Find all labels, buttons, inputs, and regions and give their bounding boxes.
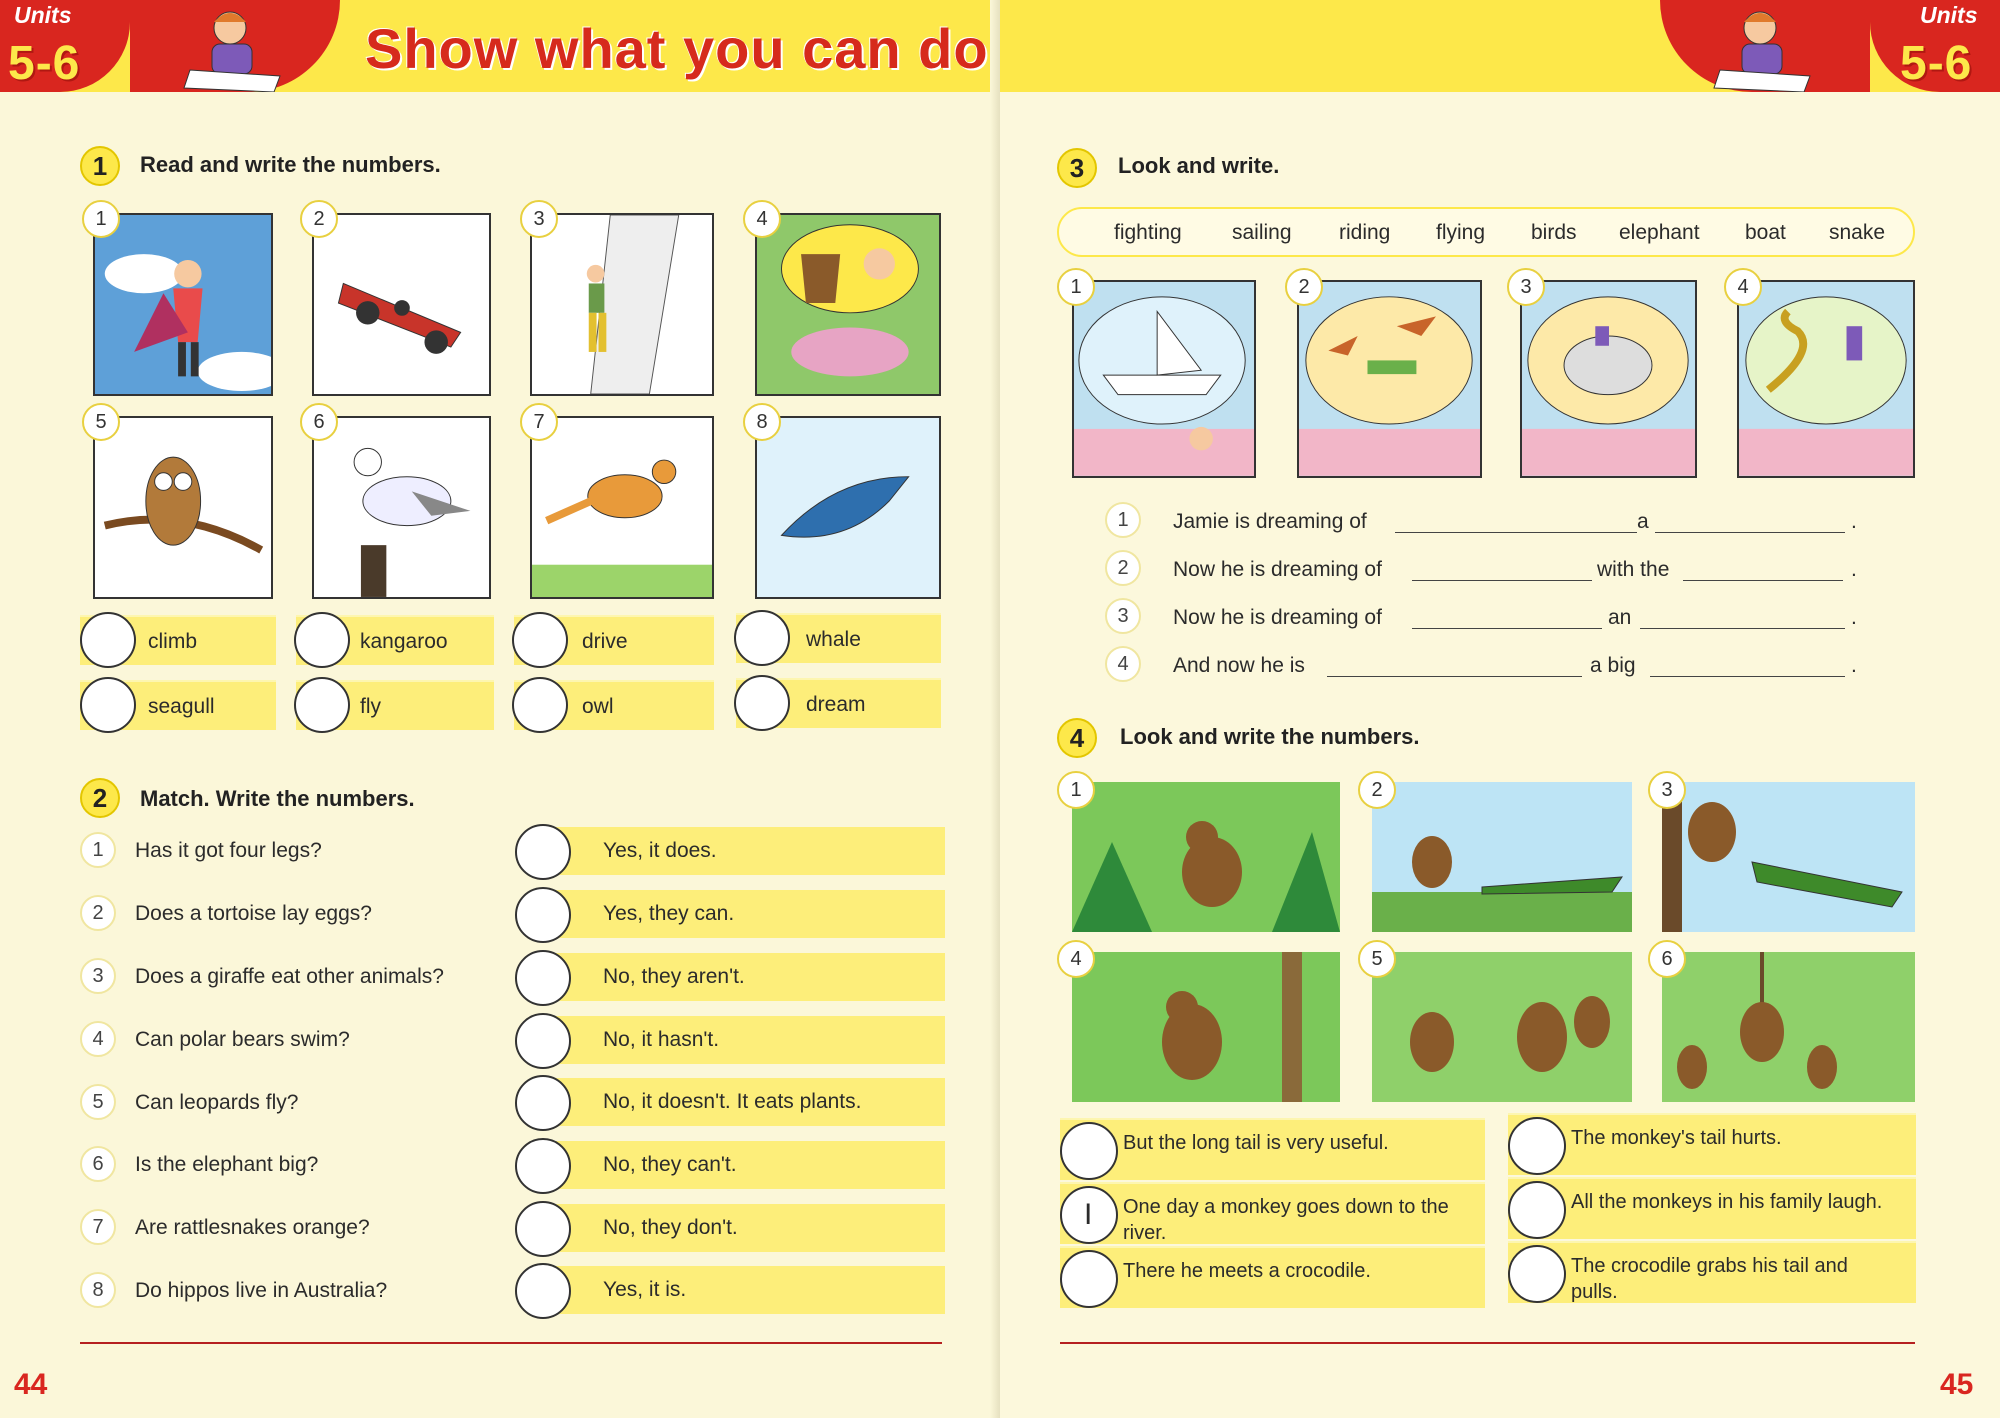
girl-writing-icon <box>1700 0 1830 92</box>
blank-line[interactable] <box>1650 676 1845 677</box>
ex2-answer-circle[interactable] <box>515 950 571 1006</box>
ex2-answer-row: No, they don't. <box>515 1204 945 1254</box>
ex4-picture-1 <box>1072 782 1340 932</box>
ex2-answer-circle[interactable] <box>515 887 571 943</box>
ex1-answer-drive: drive <box>514 615 714 665</box>
ex2-answer-circle[interactable] <box>515 1138 571 1194</box>
blank-line[interactable] <box>1412 580 1592 581</box>
ex2-answer-circle[interactable] <box>515 824 571 880</box>
ex1-picture-4-dreaming <box>755 213 941 396</box>
ex2-answer-row: Yes, they can. <box>515 890 945 940</box>
ex1-answer-circle[interactable] <box>294 612 350 668</box>
units-label: Units <box>14 2 72 28</box>
girl-writing-icon <box>170 0 300 92</box>
ex1-pic-number: 2 <box>300 200 338 238</box>
ex4-answer-circle[interactable] <box>1508 1181 1566 1239</box>
blank-line[interactable] <box>1412 628 1602 629</box>
handwritten-answer: I <box>1084 1198 1093 1231</box>
ex4-story-item: But the long tail is very useful. <box>1060 1118 1485 1180</box>
ex1-answer-circle[interactable] <box>80 677 136 733</box>
ex1-answer-circle[interactable] <box>512 612 568 668</box>
blank-line[interactable] <box>1640 628 1845 629</box>
ex4-story-item: The crocodile grabs his tail and pulls. <box>1508 1241 1916 1303</box>
blank-line[interactable] <box>1655 532 1845 533</box>
ex4-picture-5 <box>1372 952 1632 1102</box>
ex1-pic-number: 7 <box>520 403 558 441</box>
left-page: Units 5-6 Show what you can do 1 Read and write the numbers. 1 2 3 4 5 6 7 8 climb kangaroo drive whale seagull fly owl dream 2 Match. Write the numbers. 1 Has it got four legs? 2 Does a tortoise lay eggs? 3 Does a giraffe eat other animals? 4 Can polar bears swim? 5 Can leopards fly? 6 Is the elephant big? 7 Are rattlesnakes orange? 8 Do hippos live in Australia? Yes, it does. Yes, they can. No, they aren't. No, it hasn't. No, it doesn't. It eats plants. No, they can't. No, they don't. Yes, it is. 44 <box>0 0 1000 1418</box>
ex4-answer-circle[interactable] <box>1060 1186 1118 1244</box>
units-number: 5-6 <box>8 37 81 90</box>
ex2-answer-circle[interactable] <box>515 1201 571 1257</box>
ex1-answer-owl: owl <box>514 680 714 730</box>
ex1-pic-number: 3 <box>520 200 558 238</box>
ex1-answer-fly: fly <box>296 680 494 730</box>
ex1-answer-whale: whale <box>736 613 941 663</box>
ex1-answer-climb: climb <box>80 615 276 665</box>
exercise-1-badge: 1 <box>80 146 120 186</box>
page-number-right: 45 <box>1940 1368 1974 1401</box>
units-number: 5-6 <box>1900 37 1973 90</box>
blank-line[interactable] <box>1395 532 1637 533</box>
ex1-pic-number: 1 <box>82 200 120 238</box>
right-page: Units 5-6 3 Look and write. fighting sailing riding flying birds elephant boat snake 1 2 3 4 1 Jamie is dreaming of a . 2 Now he is dreaming of with the . 3 Now he is dreaming of an . 4 And now he is a big . 4 Look and write the numbers. 1 2 3 4 5 6 But the long tail is very useful. The monkey's tail hurts. I One day a monkey goes down to the river. All the monkeys in his family laugh. There he meets a crocodile. The crocodile grabs his tail and pulls. 45 <box>1000 0 2000 1418</box>
ex1-picture-5-owl <box>93 416 273 599</box>
ex4-story-item: All the monkeys in his family laugh. <box>1508 1177 1916 1239</box>
ex2-answer-row: No, it hasn't. <box>515 1016 945 1066</box>
ex3-pic-number: 2 <box>1285 268 1323 306</box>
ex1-picture-2-racecar <box>312 213 491 396</box>
exercise-4-heading: Look and write the numbers. <box>1120 724 1420 749</box>
exercise-2-heading: Match. Write the numbers. <box>140 786 415 811</box>
ex1-answer-circle[interactable] <box>512 677 568 733</box>
word-bank-item: fighting <box>1114 221 1182 244</box>
ex3-picture-4-snake <box>1737 280 1915 478</box>
ex1-pic-number: 4 <box>743 200 781 238</box>
exercise-3-badge: 3 <box>1057 148 1097 188</box>
ex2-answer-row: No, it doesn't. It eats plants. <box>515 1078 945 1128</box>
ex1-answer-dream: dream <box>736 678 941 728</box>
ex2-answer-row: Yes, it does. <box>515 827 945 877</box>
ex1-picture-7-kangaroo <box>530 416 714 599</box>
ex3-picture-3-elephant <box>1520 280 1697 478</box>
ex3-pic-number: 1 <box>1057 268 1095 306</box>
ex4-picture-6 <box>1662 952 1915 1102</box>
ex1-answer-circle[interactable] <box>80 612 136 668</box>
ex1-answer-circle[interactable] <box>734 610 790 666</box>
ex1-answer-kangaroo: kangaroo <box>296 615 494 665</box>
ex1-answer-circle[interactable] <box>734 675 790 731</box>
word-bank-item: birds <box>1531 221 1577 244</box>
ex4-picture-2 <box>1372 782 1632 932</box>
ex3-pic-number: 4 <box>1724 268 1762 306</box>
ex4-answer-circle[interactable] <box>1060 1122 1118 1180</box>
ex4-pic-number: 3 <box>1648 771 1686 809</box>
ex2-answer-circle[interactable] <box>515 1013 571 1069</box>
ex2-answer-row: No, they can't. <box>515 1141 945 1191</box>
ex4-story-item: There he meets a crocodile. <box>1060 1246 1485 1308</box>
ex4-answer-circle[interactable] <box>1508 1117 1566 1175</box>
ex4-story-item: I One day a monkey goes down to the river. <box>1060 1182 1485 1244</box>
ex4-story-item: The monkey's tail hurts. <box>1508 1113 1916 1175</box>
ex3-picture-2-flying-birds <box>1297 280 1482 478</box>
ex4-answer-circle[interactable] <box>1060 1250 1118 1308</box>
ex4-answer-circle[interactable] <box>1508 1245 1566 1303</box>
ex1-picture-1-superhero <box>93 213 273 396</box>
ex3-picture-1-boat <box>1072 280 1256 478</box>
ex1-picture-8-whale <box>755 416 941 599</box>
ex1-pic-number: 6 <box>300 403 338 441</box>
blank-line[interactable] <box>1327 676 1582 677</box>
ex4-picture-4 <box>1072 952 1340 1102</box>
ex4-pic-number: 4 <box>1057 940 1095 978</box>
ex1-answer-circle[interactable] <box>294 677 350 733</box>
exercise-1-heading: Read and write the numbers. <box>140 152 441 177</box>
ex1-pic-number: 5 <box>82 403 120 441</box>
page-title: Show what you can do <box>365 17 989 80</box>
exercise-2-badge: 2 <box>80 778 120 818</box>
footer-rule <box>80 1342 942 1344</box>
word-bank-item: sailing <box>1232 221 1292 244</box>
word-bank-item: boat <box>1745 221 1786 244</box>
word-bank-item: elephant <box>1619 221 1700 244</box>
ex4-picture-3 <box>1662 782 1915 932</box>
ex2-answer-circle[interactable] <box>515 1075 571 1131</box>
ex1-answer-seagull: seagull <box>80 680 276 730</box>
ex2-answer-row: Yes, it is. <box>515 1266 945 1316</box>
page-number-left: 44 <box>14 1368 48 1401</box>
ex4-pic-number: 1 <box>1057 771 1095 809</box>
exercise-3-heading: Look and write. <box>1118 153 1280 178</box>
ex1-picture-3-climber <box>530 213 714 396</box>
ex4-pic-number: 6 <box>1648 940 1686 978</box>
ex1-pic-number: 8 <box>743 403 781 441</box>
units-label: Units <box>1920 2 1978 28</box>
footer-rule <box>1060 1342 1915 1344</box>
word-bank-item: flying <box>1436 221 1486 244</box>
ex4-pic-number: 2 <box>1358 771 1396 809</box>
ex4-pic-number: 5 <box>1358 940 1396 978</box>
word-bank-item: snake <box>1829 221 1886 244</box>
exercise-4-badge: 4 <box>1057 718 1097 758</box>
word-bank <box>1057 207 1915 257</box>
blank-line[interactable] <box>1683 580 1843 581</box>
word-bank-item: riding <box>1339 221 1391 244</box>
ex1-picture-6-seagull <box>312 416 491 599</box>
ex3-pic-number: 3 <box>1507 268 1545 306</box>
ex2-answer-row: No, they aren't. <box>515 953 945 1003</box>
ex2-answer-circle[interactable] <box>515 1263 571 1319</box>
